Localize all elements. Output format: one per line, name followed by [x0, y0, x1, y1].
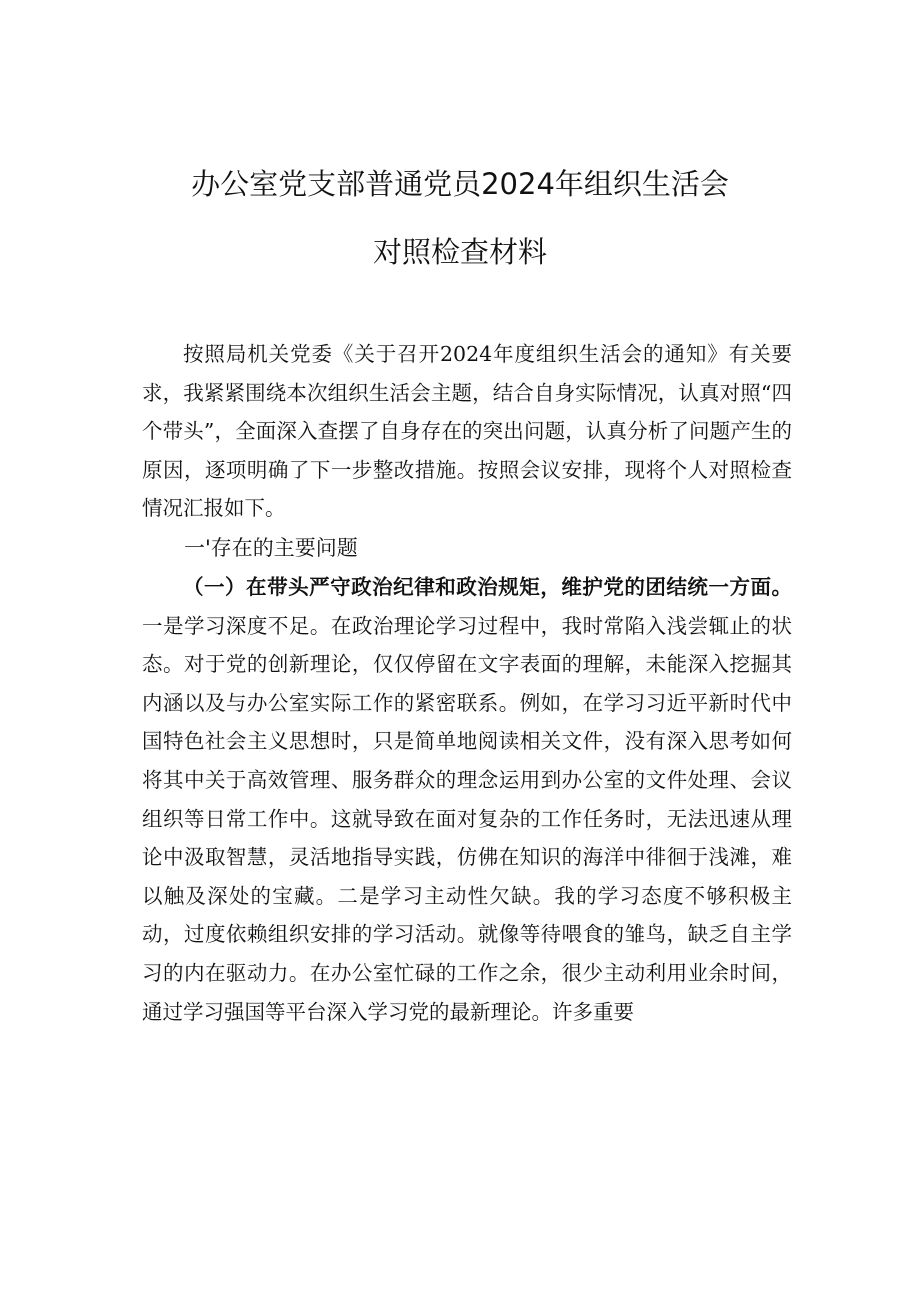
document-body — [142, 335, 792, 1031]
document-title-line-1: 办公室党支部普通党员2024年组织生活会 — [191, 167, 729, 201]
subsection-paragraph — [142, 568, 792, 1031]
intro-paragraph: 按照局机关党委《关于召开2024年度组织生活会的通知》有关要求，我紧紧围绕本次组织生活会主题，结合自身实际情况，认真对照“四个带头”，全面深入查摆了自身存在的突出问题，认真分析了问题产生的原因，逐项明确了下一步整改措施。按照会议安排，现将个人对照检查情况汇报如下。 — [142, 342, 792, 521]
document-title-line-2: 对照检查材料 — [372, 235, 547, 269]
subsection-heading: （一）在带头严守政治纪律和政治规矩，维护党的团结统一方面。 — [183, 574, 792, 599]
subsection-text: 一是学习深度不足。在政治理论学习过程中，我时常陷入浅尝辄止的状态。对于党的创新理论，仅仅停留在文字表面的理解，未能深入挖掘其内涵以及与办公室实际工作的紧密联系。例如，在学习习近平新时代中国特色社会主义思想时，只是简单地阅读相关文件，没有深入思考如何将其中关于高效管理、服务群众的理念运用到办公室的文件处理、会议组织等日常工作中。这就导致在面对复杂的工作任务时，无法迅速从理论中汲取智慧，灵活地指导实践，仿佛在知识的海洋中徘徊于浅滩，难以触及深处的宝藏。二是学习主动性欠缺。我的学习态度不够积极主动，过度依赖组织安排的学习活动。就像等待喂食的雏鸟，缺乏自主学习的内在驱动力。在办公室忙碌的工作之余，很少主动利用业余时间，通过学习强国等平台深入学习党的最新理论。许多重要 — [142, 613, 792, 1024]
section-heading: 一'存在的主要问题 — [184, 535, 358, 560]
